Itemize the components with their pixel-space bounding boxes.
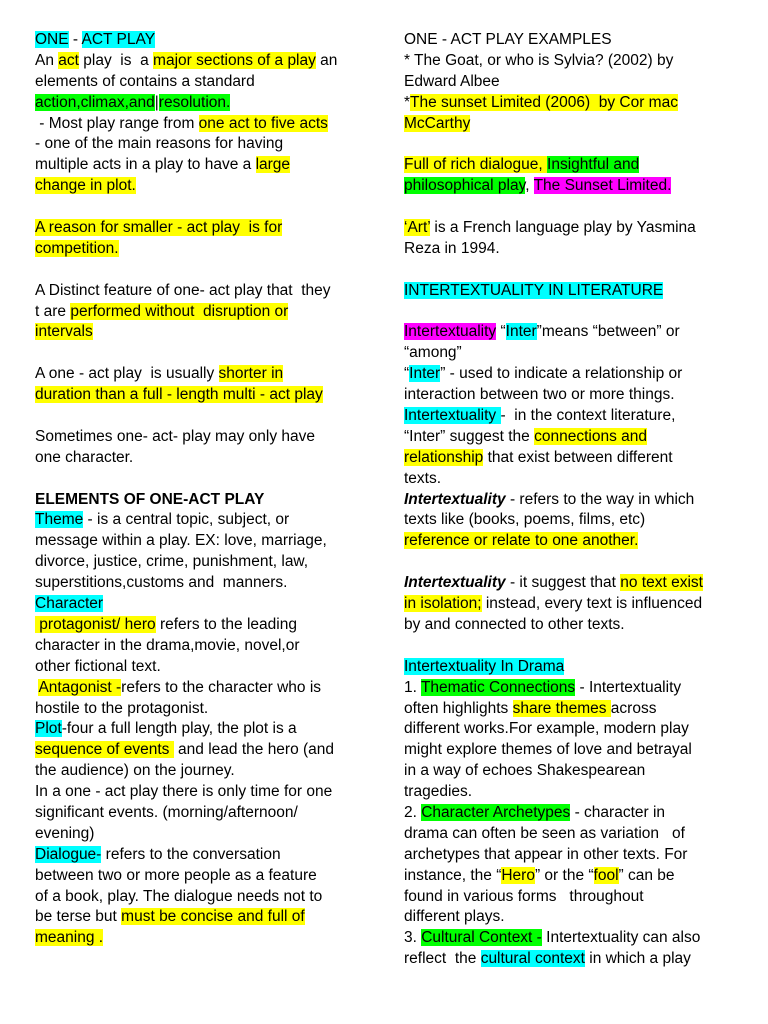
highlighted-text: A reason for smaller - act play is for	[35, 219, 283, 237]
text-segment: Reza in 1994.	[404, 239, 500, 257]
text-line	[404, 30, 739, 51]
text-line	[404, 594, 739, 615]
text-segment: found in various forms throughout	[404, 887, 644, 905]
text-segment: is a French language play by Yasmina	[430, 219, 696, 237]
text-line	[404, 845, 739, 866]
text-segment: across	[610, 699, 657, 717]
text-line	[35, 322, 365, 343]
highlighted-text: must be concise and full of	[121, 908, 305, 926]
text-segment: play is a	[78, 51, 154, 69]
blank-line	[404, 302, 739, 323]
emphasized-text: Intertextuality	[404, 574, 506, 592]
text-segment: in a way of echoes Shakespearean	[404, 762, 646, 780]
text-line	[35, 218, 365, 239]
text-segment: elements of contains a standard	[35, 72, 255, 90]
highlighted-text: Character	[35, 595, 104, 613]
text-line	[404, 949, 739, 970]
text-segment: divorce, justice, crime, punishment, law,	[35, 553, 309, 571]
highlighted-text: ‘Art’	[404, 219, 431, 237]
text-segment: be terse but	[35, 908, 122, 926]
blank-line	[35, 260, 365, 281]
text-segment: by and connected to other texts.	[404, 615, 625, 633]
text-line	[404, 469, 739, 490]
text-line	[404, 93, 739, 114]
text-line	[35, 719, 365, 740]
emphasized-text: ELEMENTS OF ONE-ACT PLAY	[35, 490, 265, 508]
text-segment: ” can be	[618, 866, 675, 884]
text-segment: - one of the main reasons for having	[35, 135, 284, 153]
text-line	[35, 134, 365, 155]
text-line	[404, 239, 739, 260]
highlighted-text: no text exist	[620, 574, 703, 592]
highlighted-text: Insightful and	[547, 156, 640, 174]
highlighted-text: reference or relate to one another.	[404, 532, 639, 550]
text-line	[35, 176, 365, 197]
text-line	[35, 510, 365, 531]
text-line	[404, 72, 739, 93]
text-line	[35, 573, 365, 594]
text-line	[404, 907, 739, 928]
text-line	[35, 845, 365, 866]
highlighted-text: Character Archetypes	[421, 803, 571, 821]
text-segment: ” - used to indicate a relationship or	[440, 365, 683, 383]
text-segment: superstitions,customs and manners.	[35, 574, 288, 592]
highlighted-text: The sunset Limited (2006) by Cor mac	[410, 93, 678, 111]
text-segment: - in the context literature,	[500, 407, 676, 425]
text-segment: evening)	[35, 824, 95, 842]
text-line	[404, 51, 739, 72]
text-segment: hostile to the protagonist.	[35, 699, 209, 717]
text-segment: instance, the “	[404, 866, 502, 884]
text-line	[404, 615, 739, 636]
text-line	[35, 699, 365, 720]
text-segment: often highlights	[404, 699, 513, 717]
text-segment: “	[496, 323, 506, 341]
highlighted-text: Intertextuality	[404, 323, 497, 341]
text-line	[35, 824, 365, 845]
text-line	[35, 594, 365, 615]
text-line	[35, 155, 365, 176]
text-line	[35, 657, 365, 678]
text-line	[35, 615, 365, 636]
text-segment: tragedies.	[404, 783, 473, 801]
text-line	[35, 51, 365, 72]
text-line	[35, 803, 365, 824]
blank-line	[35, 469, 365, 490]
text-line	[404, 866, 739, 887]
text-segment: in which a play	[584, 950, 691, 968]
highlighted-text: ONE	[35, 31, 69, 48]
text-line	[404, 218, 739, 239]
text-segment: ”means “between” or	[536, 323, 680, 341]
text-line	[404, 657, 739, 678]
text-segment: - is a central topic, subject, or	[83, 511, 290, 529]
text-line	[404, 364, 739, 385]
text-line	[35, 531, 365, 552]
highlighted-text: Thematic Connections	[420, 678, 576, 696]
text-line	[404, 573, 739, 594]
blank-line	[404, 260, 739, 281]
text-line	[35, 928, 365, 949]
text-segment: drama can often be seen as variation of	[404, 824, 685, 842]
text-line	[404, 719, 739, 740]
text-segment: - it suggest that	[505, 574, 621, 592]
highlighted-text: Cultural Context -	[421, 929, 542, 947]
text-line	[404, 761, 739, 782]
text-segment: A Distinct feature of one- act play that they	[35, 281, 331, 299]
highlighted-text: Intertextuality	[404, 407, 501, 425]
blank-line	[404, 197, 739, 218]
highlighted-text: Hero	[501, 866, 535, 884]
text-line	[404, 740, 739, 761]
text-line	[35, 302, 365, 323]
highlighted-text: Inter	[409, 365, 441, 383]
text-segment: ” or the “	[534, 866, 594, 884]
highlighted-text: intervals	[35, 323, 93, 341]
text-segment: character in the drama,movie, novel,or	[35, 636, 300, 654]
text-segment: -	[68, 31, 82, 48]
highlighted-text: Inter	[505, 323, 537, 341]
text-segment: texts.	[404, 469, 442, 487]
highlighted-text: major sections of a play	[153, 51, 316, 69]
text-line	[404, 427, 739, 448]
text-segment: t are	[35, 302, 71, 320]
highlighted-text: protagonist/ hero	[35, 615, 156, 633]
highlighted-text: large	[255, 156, 291, 174]
text-line	[404, 155, 739, 176]
blank-line	[404, 636, 739, 657]
highlighted-text: fool	[593, 866, 619, 884]
text-line	[35, 30, 365, 51]
highlighted-text: shorter in	[218, 365, 284, 383]
highlighted-text: philosophical play	[404, 177, 526, 195]
highlighted-text: ACT PLAY	[81, 31, 156, 48]
highlighted-text: duration than a full - length multi - act play	[35, 386, 323, 404]
text-line	[404, 510, 739, 531]
text-line	[35, 887, 365, 908]
text-segment: and lead the hero (and	[173, 741, 335, 759]
highlighted-text: sequence of events	[35, 741, 174, 759]
text-segment: interaction between two or more things.	[404, 386, 675, 404]
text-segment: |	[154, 93, 159, 111]
text-line	[404, 782, 739, 803]
emphasized-text: Intertextuality	[404, 490, 506, 508]
text-segment: 3.	[404, 929, 422, 947]
blank-line	[35, 197, 365, 218]
text-line	[404, 114, 739, 135]
highlighted-text: one act to five acts	[198, 114, 328, 132]
text-line	[404, 678, 739, 699]
blank-line	[404, 552, 739, 573]
text-segment: archetypes that appear in other texts. For	[404, 845, 688, 863]
text-line	[35, 364, 365, 385]
text-segment: refers to the character who is	[121, 678, 322, 696]
text-segment: one character.	[35, 448, 134, 466]
text-line	[35, 782, 365, 803]
left-column	[35, 30, 365, 949]
blank-line	[404, 134, 739, 155]
highlighted-text: Intertextuality In Drama	[404, 657, 565, 675]
text-segment: between two or more people as a feature	[35, 866, 317, 884]
text-line	[35, 740, 365, 761]
text-segment: ,	[525, 177, 534, 195]
highlighted-text: The Sunset Limited.	[533, 177, 672, 195]
text-segment: “Inter” suggest the	[404, 427, 535, 445]
text-line	[404, 281, 739, 302]
highlighted-text: performed without disruption or	[70, 302, 289, 320]
highlighted-text: share themes	[512, 699, 611, 717]
text-segment: A one - act play is usually	[35, 365, 219, 383]
text-line	[404, 490, 739, 511]
text-segment: instead, every text is influenced	[481, 595, 703, 613]
text-segment: might explore themes of love and betrayal	[404, 741, 692, 759]
text-line	[35, 385, 365, 406]
text-segment: “	[404, 365, 410, 383]
text-line	[404, 803, 739, 824]
text-line	[35, 72, 365, 93]
text-line	[35, 281, 365, 302]
text-segment: other fictional text.	[35, 657, 161, 675]
text-segment: 1.	[404, 678, 421, 696]
blank-line	[35, 406, 365, 427]
highlighted-text: Antagonist -	[38, 678, 122, 696]
highlighted-text: connections and	[534, 427, 647, 445]
blank-line	[35, 343, 365, 364]
text-segment: - Most play range from	[35, 114, 199, 132]
text-line	[404, 406, 739, 427]
text-segment: Sometimes one- act- play may only have	[35, 427, 315, 445]
highlighted-text: McCarthy	[404, 114, 471, 132]
text-line	[35, 907, 365, 928]
text-line	[35, 114, 365, 135]
right-column	[404, 30, 739, 970]
text-segment: of a book, play. The dialogue needs not to	[35, 887, 323, 905]
text-segment: *	[404, 93, 411, 111]
text-segment: - character in	[570, 803, 666, 821]
text-segment: - Intertextuality	[575, 678, 682, 696]
text-segment: * The Goat, or who is Sylvia? (2002) by	[404, 51, 674, 69]
text-line	[35, 448, 365, 469]
text-segment: the audience) on the journey.	[35, 762, 235, 780]
highlighted-text: Plot	[35, 720, 62, 738]
text-segment: 2.	[404, 803, 422, 821]
highlighted-text: meaning .	[35, 929, 104, 947]
text-line	[404, 928, 739, 949]
text-segment: “among”	[404, 344, 462, 362]
highlighted-text: Theme	[35, 511, 84, 529]
highlighted-text: INTERTEXTUALITY IN LITERATURE	[404, 281, 664, 299]
text-segment: message within a play. EX: love, marriage,	[35, 532, 327, 550]
text-line	[404, 176, 739, 197]
text-segment: An	[35, 51, 59, 69]
text-line	[404, 824, 739, 845]
highlighted-text: cultural context	[480, 950, 585, 968]
text-line	[35, 866, 365, 887]
text-segment: -four a full length play, the plot is a	[61, 720, 297, 738]
highlighted-text: Dialogue-	[35, 845, 102, 863]
text-line	[404, 385, 739, 406]
text-segment: significant events. (morning/afternoon/	[35, 803, 298, 821]
text-segment: reflect the	[404, 950, 481, 968]
text-segment: different works.For example, modern play	[404, 720, 689, 738]
highlighted-text: in isolation;	[404, 595, 482, 613]
text-line	[404, 699, 739, 720]
text-line	[404, 887, 739, 908]
highlighted-text: action,climax,and	[35, 93, 155, 111]
text-line	[35, 490, 365, 511]
text-line	[35, 93, 365, 114]
text-line	[35, 636, 365, 657]
text-segment: an	[315, 51, 338, 69]
text-segment: refers to the leading	[155, 615, 297, 633]
text-line	[35, 552, 365, 573]
highlighted-text: change in plot.	[35, 177, 136, 195]
highlighted-text: resolution.	[158, 93, 231, 111]
text-segment: multiple acts in a play to have a	[35, 156, 256, 174]
text-segment: refers to the conversation	[101, 845, 281, 863]
text-line	[404, 531, 739, 552]
text-segment: ONE - ACT PLAY EXAMPLES	[404, 31, 612, 48]
text-line	[35, 678, 365, 699]
text-segment: Edward Albee	[404, 72, 500, 90]
text-line	[404, 322, 739, 343]
text-line	[404, 343, 739, 364]
text-segment: - refers to the way in which	[505, 490, 695, 508]
text-segment: texts like (books, poems, films, etc)	[404, 511, 646, 529]
highlighted-text: competition.	[35, 239, 119, 257]
text-segment: that exist between different	[483, 448, 673, 466]
text-segment: different plays.	[404, 908, 505, 926]
text-line	[35, 239, 365, 260]
text-segment: Intertextuality can also	[541, 929, 701, 947]
text-line	[404, 448, 739, 469]
text-line	[35, 761, 365, 782]
highlighted-text: Full of rich dialogue,	[404, 156, 548, 174]
text-segment: In a one - act play there is only time for one	[35, 783, 333, 801]
text-line	[35, 427, 365, 448]
highlighted-text: act	[58, 51, 79, 69]
highlighted-text: relationship	[404, 448, 484, 466]
